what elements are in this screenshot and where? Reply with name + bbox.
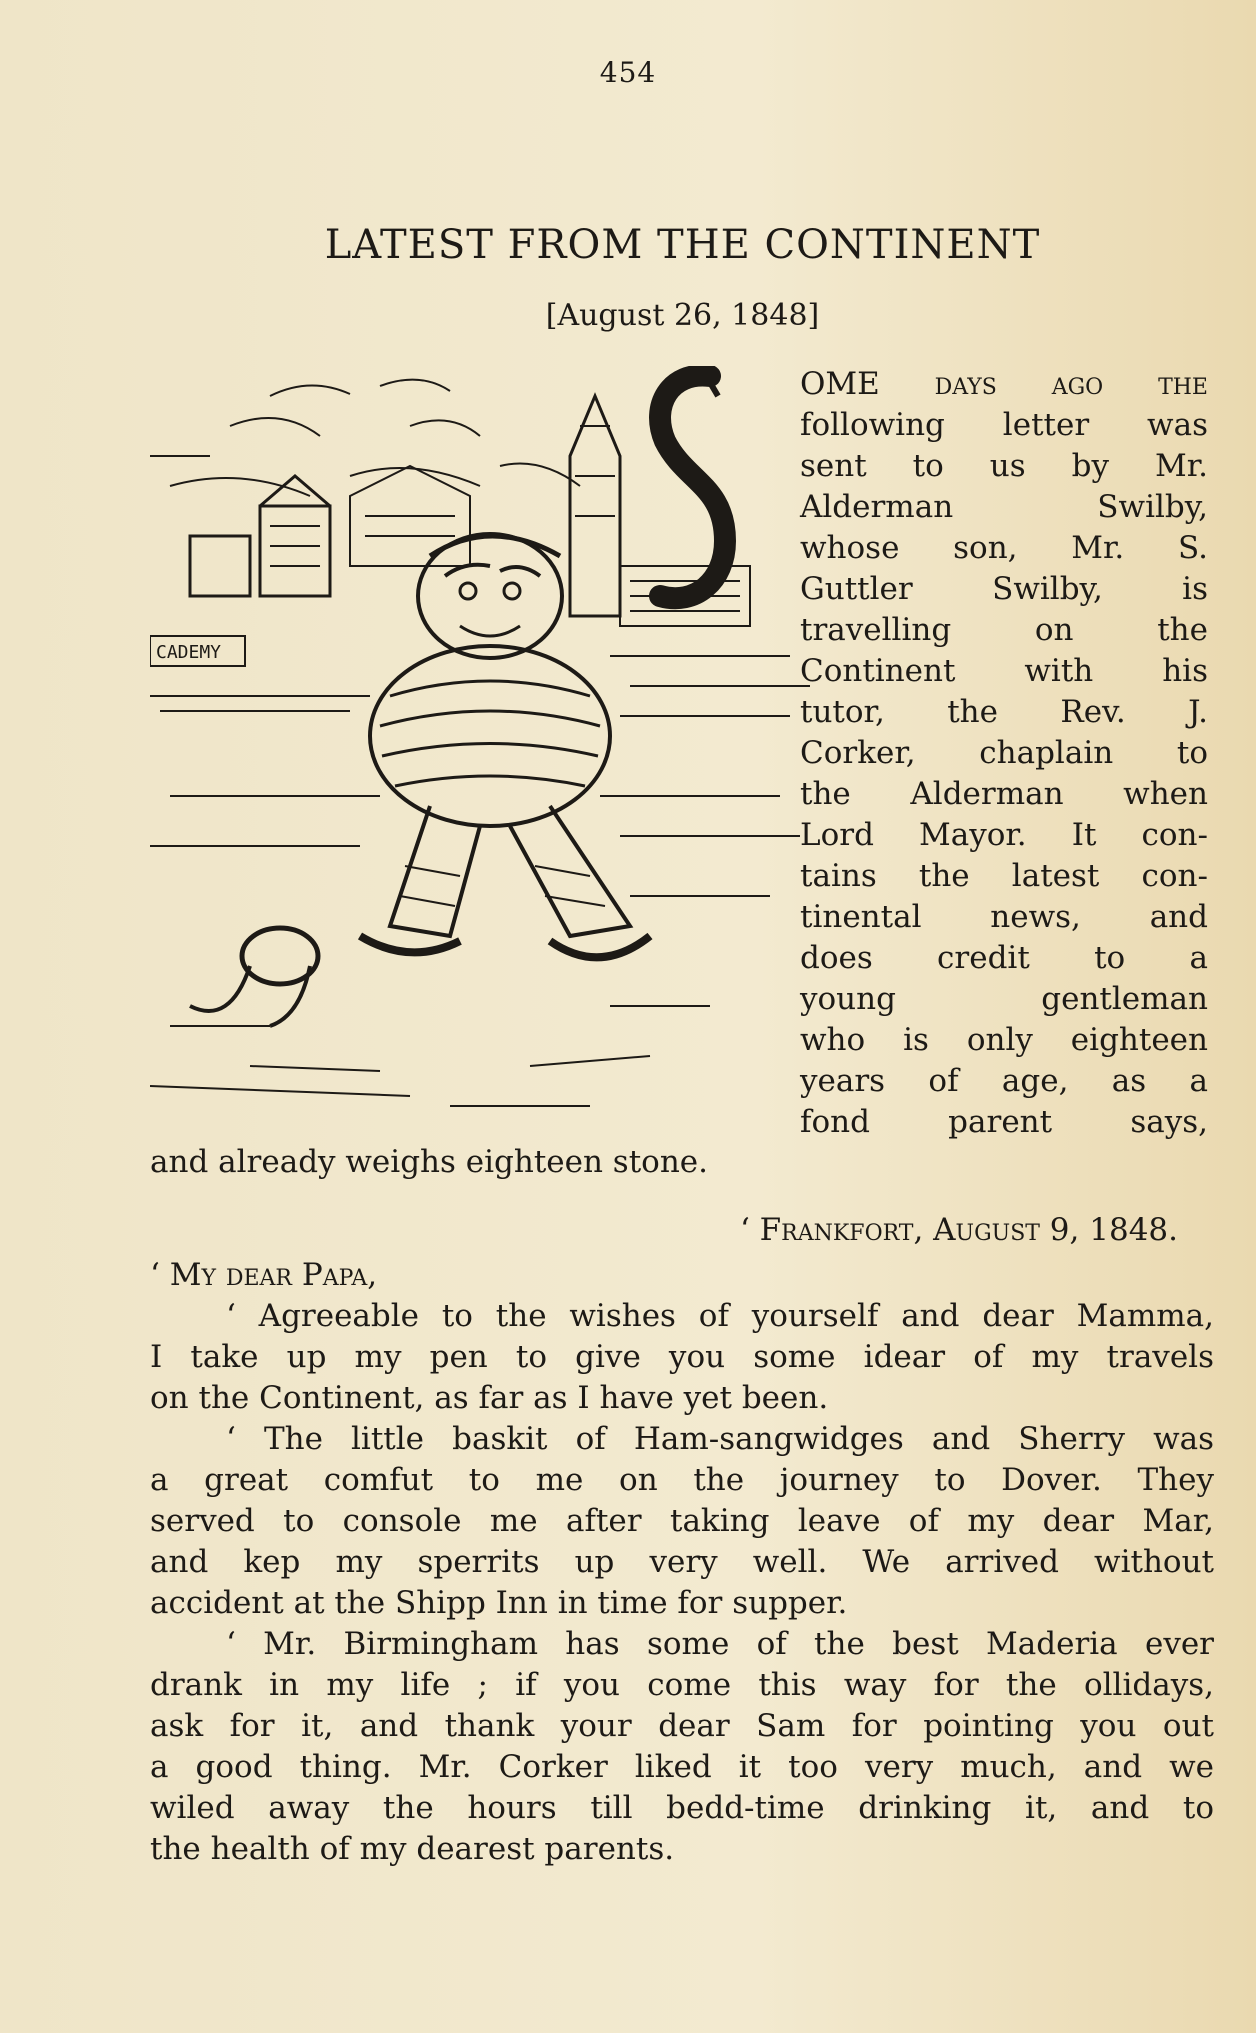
letter-line: wiled away the hours till bedd-time drinking it, and to — [150, 1790, 1214, 1826]
intro-line: travelling on the — [800, 612, 1208, 648]
intro-line: following letter was — [800, 407, 1208, 443]
letter-line: accident at the Shipp Inn in time for supper. — [150, 1585, 848, 1621]
intro-line: tains the latest con- — [800, 858, 1208, 894]
letter-line: I take up my pen to give you some idear of my travels — [150, 1339, 1214, 1375]
letter-line: ‘ Mr. Birmingham has some of the best Maderia ever — [226, 1626, 1214, 1662]
letter-line: served to console me after taking leave of my dear Mar, — [150, 1503, 1214, 1539]
letter-line: the health of my dearest parents. — [150, 1831, 675, 1867]
letter-line: and kep my sperrits up very well. We arrived without — [150, 1544, 1214, 1580]
intro-line: whose son, Mr. S. — [800, 530, 1208, 566]
intro-line: Lord Mayor. It con- — [800, 817, 1208, 853]
drop-cap-s-illustration-icon — [150, 366, 810, 1146]
letter-paragraph — [150, 1624, 1214, 1870]
intro-line: Guttler Swilby, is — [800, 571, 1208, 607]
letter-salutation: ‘ My dear Papa, — [150, 1257, 378, 1293]
dateline: [August 26, 1848] — [545, 298, 820, 333]
intro-line: tutor, the Rev. J. — [800, 694, 1208, 730]
intro-line: fond parent says, — [800, 1104, 1208, 1140]
intro-line: the Alderman when — [800, 776, 1208, 812]
letter-paragraph — [150, 1419, 1214, 1624]
intro-line: tinental news, and — [800, 899, 1208, 935]
intro-paragraph — [800, 364, 1208, 1143]
intro-line: does credit to a — [800, 940, 1208, 976]
letter-line: ‘ The little baskit of Ham-sangwidges and Sherry was — [226, 1421, 1214, 1457]
letter-line: a great comfut to me on the journey to Dover. They — [150, 1462, 1214, 1498]
letter-paragraph — [150, 1296, 1214, 1419]
letter-body — [150, 1210, 1214, 1870]
intro-line: young gentleman — [800, 981, 1208, 1017]
intro-line: sent to us by Mr. — [800, 448, 1208, 484]
intro-line: Continent with his — [800, 653, 1208, 689]
letter-line: ‘ Agreeable to the wishes of yourself and dear Mamma, — [226, 1298, 1214, 1334]
letter-line: a good thing. Mr. Corker liked it too very much, and we — [150, 1749, 1214, 1785]
letter-line: ask for it, and thank your dear Sam for pointing you out — [150, 1708, 1214, 1744]
drop-cap-letter — [660, 376, 725, 599]
sign-text: CADEMY — [156, 642, 222, 663]
intro-line: Corker, chaplain to — [800, 735, 1208, 771]
letter-place-date: ‘ Frankfort, August 9, 1848. — [739, 1212, 1178, 1248]
page-number: 454 — [599, 56, 657, 89]
intro-line: years of age, as a — [800, 1063, 1208, 1099]
letter-line: on the Continent, as far as I have yet been. — [150, 1380, 829, 1416]
intro-line: Alderman Swilby, — [800, 489, 1208, 525]
page-title: LATEST FROM THE CONTINENT — [324, 222, 1041, 268]
intro-line: who is only eighteen — [800, 1022, 1208, 1058]
intro-continuation: and already weighs eighteen stone. — [150, 1144, 708, 1180]
intro-line: OME days ago the — [800, 366, 1208, 402]
letter-line: drank in my life ; if you come this way for the ollidays, — [150, 1667, 1214, 1703]
